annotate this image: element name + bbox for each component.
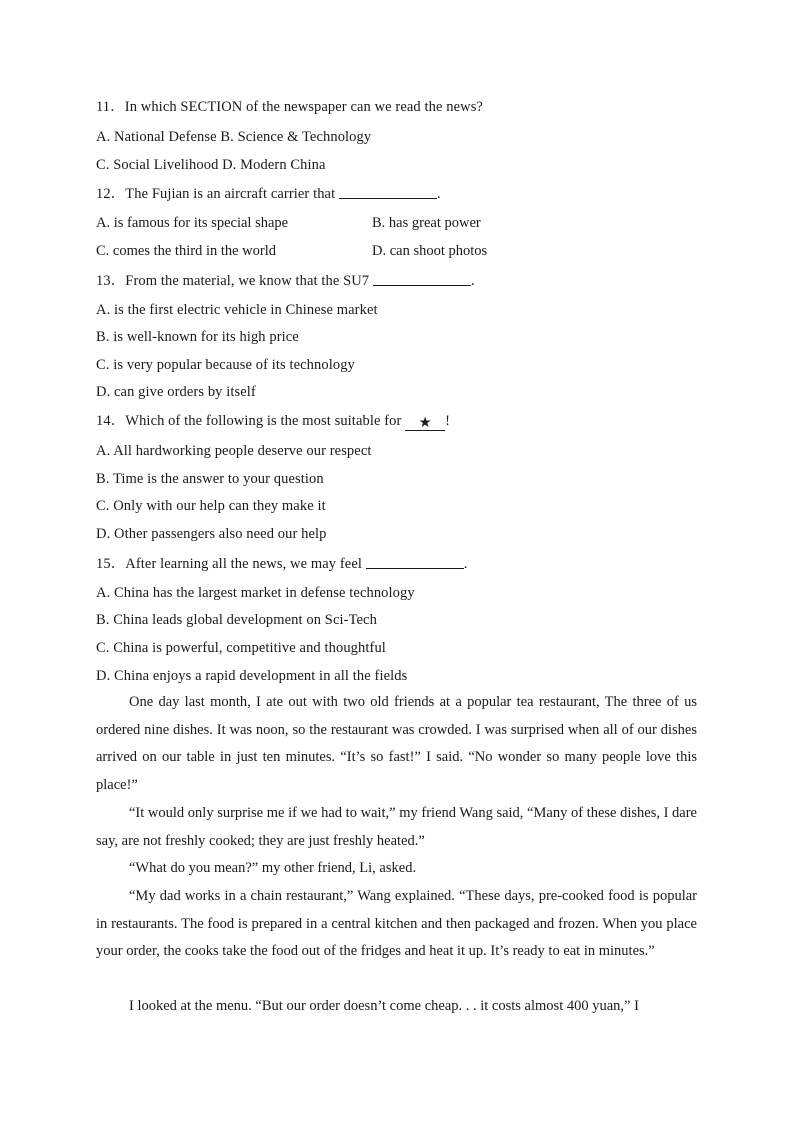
q12-stem-text: 12．The Fujian is an aircraft carrier that (96, 186, 339, 202)
star-icon: ★ (418, 415, 432, 431)
passage-paragraph-3: “What do you mean?” my other friend, Li, asked. (129, 860, 417, 876)
q12-stem (96, 183, 700, 204)
q12-option-a: A. is famous for its special shape (96, 215, 289, 231)
q13-answer-blank (373, 270, 471, 286)
passage-paragraph-4: “My dad works in a chain restaurant,” Wang explained. “These days, pre-cooked food is popular in restaurants. The food is prepared in a central kitchen and then packaged and frozen. When you place your order, the cooks take the food out of the fridges and heat it up. It’s ready to eat in minutes.” (96, 888, 697, 960)
q13-option-c: C. is very popular because of its technology (96, 357, 355, 373)
q14-option-b: B. Time is the answer to your question (96, 471, 324, 487)
q15-option-d: D. China enjoys a rapid development in all the fields (96, 668, 408, 684)
q12-options-row2 (96, 241, 700, 261)
q13-option-a: A. is the first electric vehicle in Chinese market (96, 302, 378, 318)
q13-stem-end: . (470, 273, 475, 289)
q14-stem-end: ! (445, 413, 451, 429)
q14-stem-text: 14．Which of the following is the most suitable for (96, 413, 406, 429)
q14-option-a: A. All hardworking people deserve our respect (96, 443, 372, 459)
q14-star-blank (405, 413, 445, 431)
passage-paragraph-5: I looked at the menu. “But our order doesn’t come cheap. . . it costs almost 400 yuan,” I (129, 998, 639, 1014)
q15-option-c: C. China is powerful, competitive and thoughtful (96, 640, 386, 656)
q11-options-cd: C. Social Livelihood D. Modern China (96, 157, 326, 173)
q15-stem (96, 553, 700, 574)
q12-answer-blank (339, 183, 437, 199)
q12-option-b: B. has great power (372, 215, 481, 231)
q15-answer-blank (366, 553, 464, 569)
q15-stem-end: . (463, 556, 468, 572)
passage-paragraph-1: One day last month, I ate out with two old friends at a popular tea restaurant, The three of us ordered nine dishes. It was noon, so the restaurant was crowded. I was surprised when all of our dishes arrived on our table in just ten minutes. “It’s so fast!” I said. “No wonder so many people love this place!” (96, 694, 697, 793)
q13-option-b: B. is well-known for its high price (96, 329, 299, 345)
q11-stem: 11．In which SECTION of the newspaper can we read the news? (96, 99, 483, 115)
q12-option-d: D. can shoot photos (372, 243, 488, 259)
q15-option-b: B. China leads global development on Sci-Tech (96, 612, 377, 628)
q12-option-c: C. comes the third in the world (96, 243, 277, 259)
q13-option-d: D. can give orders by itself (96, 384, 256, 400)
q15-stem-text: 15．After learning all the news, we may feel (96, 556, 366, 572)
q14-option-d: D. Other passengers also need our help (96, 526, 327, 542)
passage-paragraph-2: “It would only surprise me if we had to wait,” my friend Wang said, “Many of these dishes, I dare say, are not freshly cooked; they are just freshly heated.” (96, 805, 697, 849)
q12-stem-end: . (436, 186, 441, 202)
q13-stem (96, 270, 700, 291)
q11-options-ab: A. National Defense B. Science & Technology (96, 129, 372, 145)
q15-option-a: A. China has the largest market in defense technology (96, 585, 415, 601)
q14-option-c: C. Only with our help can they make it (96, 498, 326, 514)
q13-stem-text: 13．From the material, we know that the SU7 (96, 273, 373, 289)
q12-options-row1 (96, 213, 700, 233)
q14-stem (96, 411, 700, 431)
